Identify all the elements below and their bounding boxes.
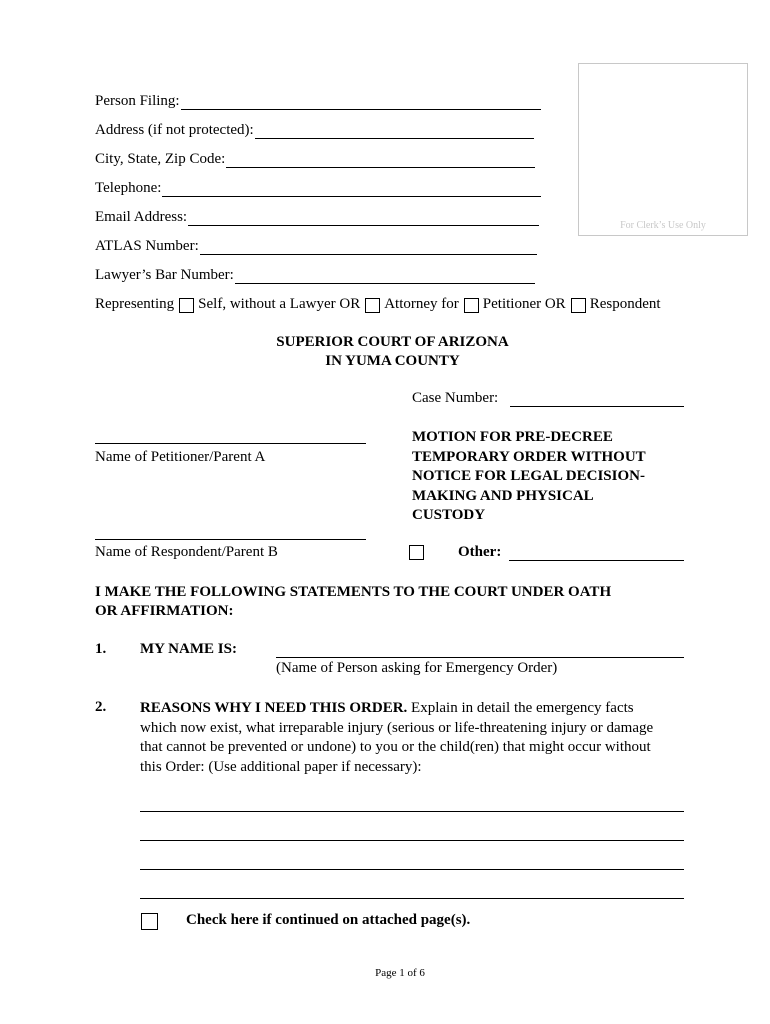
reasons-text: Explain in detail the emergency facts	[407, 700, 634, 716]
petitioner-name-field[interactable]	[95, 443, 366, 444]
representing-row	[95, 293, 661, 313]
page-number: Page 1 of 6	[375, 967, 425, 979]
motion-title-line: MAKING AND PHYSICAL	[412, 487, 594, 504]
reasons-answer-line[interactable]	[140, 840, 684, 841]
bar-number-field[interactable]	[235, 269, 535, 284]
clerk-use-label: For Clerk’s Use Only	[620, 220, 706, 231]
other-label: Other:	[458, 544, 502, 560]
representing-label: Representing	[95, 296, 175, 312]
motion-title-line: MOTION FOR PRE-DECREE	[412, 429, 613, 445]
case-number-field[interactable]	[510, 406, 684, 407]
email-row	[95, 206, 539, 226]
reasons-answer-line[interactable]	[140, 811, 684, 812]
court-title-line1: SUPERIOR COURT OF ARIZONA	[276, 334, 509, 350]
email-field[interactable]	[188, 211, 539, 226]
self-checkbox[interactable]	[179, 298, 194, 313]
item2-text	[140, 699, 653, 777]
address-label: Address (if not protected):	[95, 122, 254, 138]
other-field[interactable]	[509, 560, 684, 561]
atlas-row	[95, 235, 537, 255]
case-number-label: Case Number:	[412, 390, 499, 406]
atlas-field[interactable]	[200, 240, 537, 255]
petitioner-label: Petitioner OR	[482, 296, 566, 312]
respondent-name-field[interactable]	[95, 539, 366, 540]
city-row	[95, 148, 535, 168]
oath-statement-line1: I MAKE THE FOLLOWING STATEMENTS TO THE COURT UNDER OATH	[95, 584, 612, 600]
address-field[interactable]	[255, 124, 534, 139]
my-name-sublabel: (Name of Person asking for Emergency Order)	[276, 660, 558, 676]
petitioner-label: Name of Petitioner/Parent A	[95, 449, 266, 465]
other-checkbox[interactable]	[409, 545, 424, 560]
bar-number-label: Lawyer’s Bar Number:	[95, 267, 234, 283]
email-label: Email Address:	[95, 209, 188, 225]
telephone-row	[95, 177, 541, 197]
address-row	[95, 119, 534, 139]
court-title-line2: IN YUMA COUNTY	[325, 353, 460, 369]
atlas-label: ATLAS Number:	[95, 238, 199, 254]
attorney-label: Attorney for	[384, 296, 459, 312]
person-filing-row	[95, 90, 541, 110]
item2-number: 2.	[95, 699, 107, 715]
continued-checkbox[interactable]	[141, 913, 158, 930]
oath-statement-line2: OR AFFIRMATION:	[95, 603, 234, 619]
item1-number: 1.	[95, 641, 107, 657]
respondent-checkbox[interactable]	[571, 298, 586, 313]
attorney-checkbox[interactable]	[365, 298, 380, 313]
motion-title-line: CUSTODY	[412, 507, 486, 523]
bar-number-row	[95, 264, 535, 284]
clerk-use-box	[578, 63, 748, 236]
respondent-label: Name of Respondent/Parent B	[95, 544, 278, 560]
reasons-text-line: this Order: (Use additional paper if necessary):	[140, 758, 422, 775]
person-filing-label: Person Filing:	[95, 93, 180, 109]
reasons-answer-line[interactable]	[140, 869, 684, 870]
my-name-label: MY NAME IS:	[140, 641, 237, 657]
continued-label: Check here if continued on attached page(s).	[186, 912, 471, 928]
motion-title-line: NOTICE FOR LEGAL DECISION-	[412, 468, 645, 484]
city-label: City, State, Zip Code:	[95, 151, 226, 167]
oath-statement	[95, 583, 611, 621]
reasons-heading: REASONS WHY I NEED THIS ORDER.	[140, 700, 408, 716]
city-field[interactable]	[226, 153, 535, 168]
my-name-field[interactable]	[276, 657, 684, 658]
motion-title-line: TEMPORARY ORDER WITHOUT	[412, 448, 646, 465]
respondent-label: Respondent	[589, 296, 661, 312]
self-label: Self, without a Lawyer OR	[198, 296, 361, 312]
reasons-answer-line[interactable]	[140, 898, 684, 899]
petitioner-checkbox[interactable]	[464, 298, 479, 313]
reasons-text-line: which now exist, what irreparable injury (serious or life-threatening injury or damage	[140, 719, 654, 736]
reasons-text-line: that cannot be prevented or undone) to you or the child(ren) that might occur without	[140, 739, 651, 755]
person-filing-field[interactable]	[181, 95, 541, 110]
telephone-field[interactable]	[162, 182, 541, 197]
telephone-label: Telephone:	[95, 180, 162, 196]
motion-title	[412, 428, 646, 526]
